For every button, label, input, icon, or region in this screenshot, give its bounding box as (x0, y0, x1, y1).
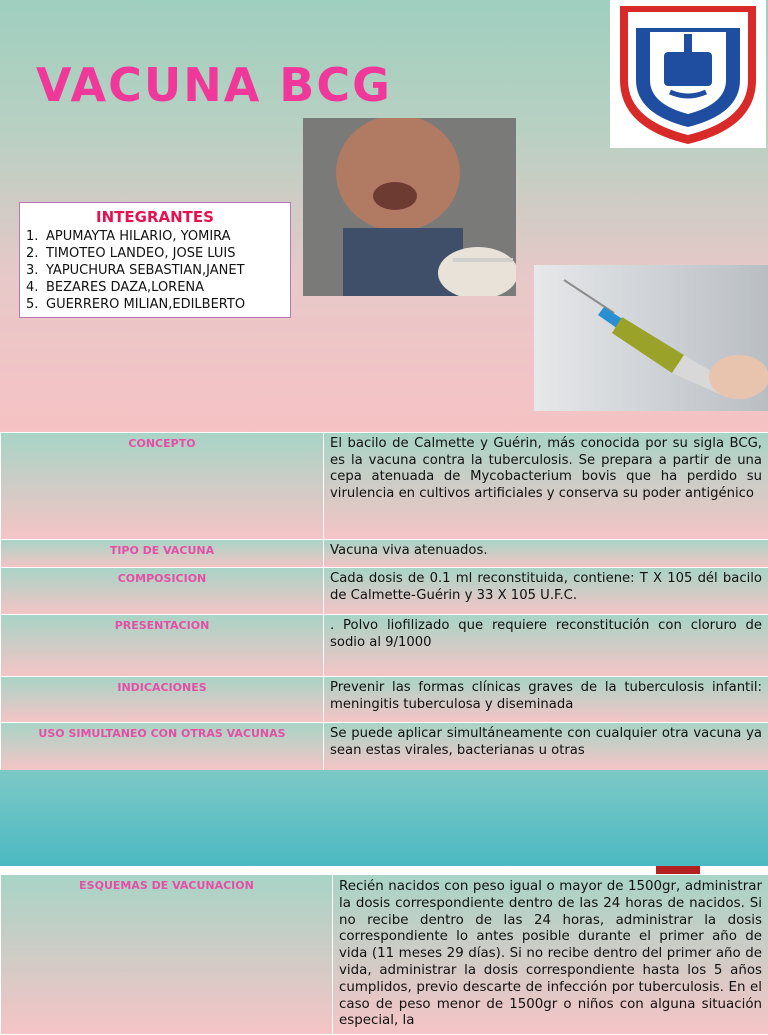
crying-baby-vaccination-photo (303, 118, 516, 296)
member-item: 5. GUERRERO MILIAN,EDILBERTO (26, 296, 284, 313)
row-value-esquemas: Recién nacidos con peso igual o mayor de 1500gr, administrar la dosis correspondiente dentro de las 24 horas de nacidos. Si no recibe dentro de las 24 horas, administrar la dosis correspondiente lo antes posible durante el primer año de vida (11 meses 29 días). Si no recibe dentro del primer año de vida, administrar la dosis correspondiente hasta los 5 años cumplidos, previo descarte de infección por tuberculosis. En el caso de peso menor de 1500gr o niños con alguna situación especial, la (333, 875, 768, 1035)
member-item: 2. TIMOTEO LANDEO, JOSE LUIS (26, 245, 284, 262)
row-label-presentacion: PRESENTACION (1, 615, 324, 677)
row-value-tipo: Vacuna viva atenuados. (324, 540, 768, 568)
row-value-uso-simultaneo: Se puede aplicar simultáneamente con cualquier otra vacuna ya sean estas virales, bacterianas u otras (324, 723, 768, 771)
syringe-photo (534, 265, 768, 411)
table-row (1, 433, 768, 540)
vaccine-info-table (0, 432, 768, 771)
vaccination-schedule-table (0, 874, 768, 1035)
slide-edge-marker (656, 866, 700, 874)
members-list (26, 228, 284, 313)
table-row (1, 875, 768, 1035)
members-box (19, 202, 291, 318)
row-label-tipo: TIPO DE VACUNA (1, 540, 324, 568)
table-row (1, 677, 768, 723)
member-item: 1. APUMAYTA HILARIO, YOMIRA (26, 228, 284, 245)
table-row (1, 540, 768, 568)
member-item: 3. YAPUCHURA SEBASTIAN,JANET (26, 262, 284, 279)
row-label-concepto: CONCEPTO (1, 433, 324, 540)
table-row (1, 615, 768, 677)
page-title: VACUNA BCG (36, 58, 392, 112)
row-value-presentacion: . Polvo liofilizado que requiere reconstitución con cloruro de sodio al 9/1000 (324, 615, 768, 677)
row-label-composicion: COMPOSICION (1, 568, 324, 615)
institute-logo (610, 0, 766, 148)
member-item: 4. BEZARES DAZA,LORENA (26, 279, 284, 296)
row-label-indicaciones: INDICACIONES (1, 677, 324, 723)
teal-separator-band (0, 770, 768, 866)
row-value-indicaciones: Prevenir las formas clínicas graves de la tuberculosis infantil: meningitis tuberculosa y diseminada (324, 677, 768, 723)
row-label-uso-simultaneo: USO SIMULTANEO CON OTRAS VACUNAS (1, 723, 324, 771)
table-row (1, 568, 768, 615)
row-value-concepto: El bacilo de Calmette y Guérin, más conocida por su sigla BCG, es la vacuna contra la tuberculosis. Se prepara a partir de una cepa atenuada de Mycobacterium bovis que ha perdido su virulencia en cultivos artificiales y conserva su poder antigénico (324, 433, 768, 540)
row-value-composicion: Cada dosis de 0.1 ml reconstituida, contiene: T X 105 dél bacilo de Calmette-Guérin y 33 X 105 U.F.C. (324, 568, 768, 615)
row-label-esquemas: ESQUEMAS DE VACUNACION (1, 875, 333, 1035)
members-heading: INTEGRANTES (26, 208, 284, 226)
table-row (1, 723, 768, 771)
